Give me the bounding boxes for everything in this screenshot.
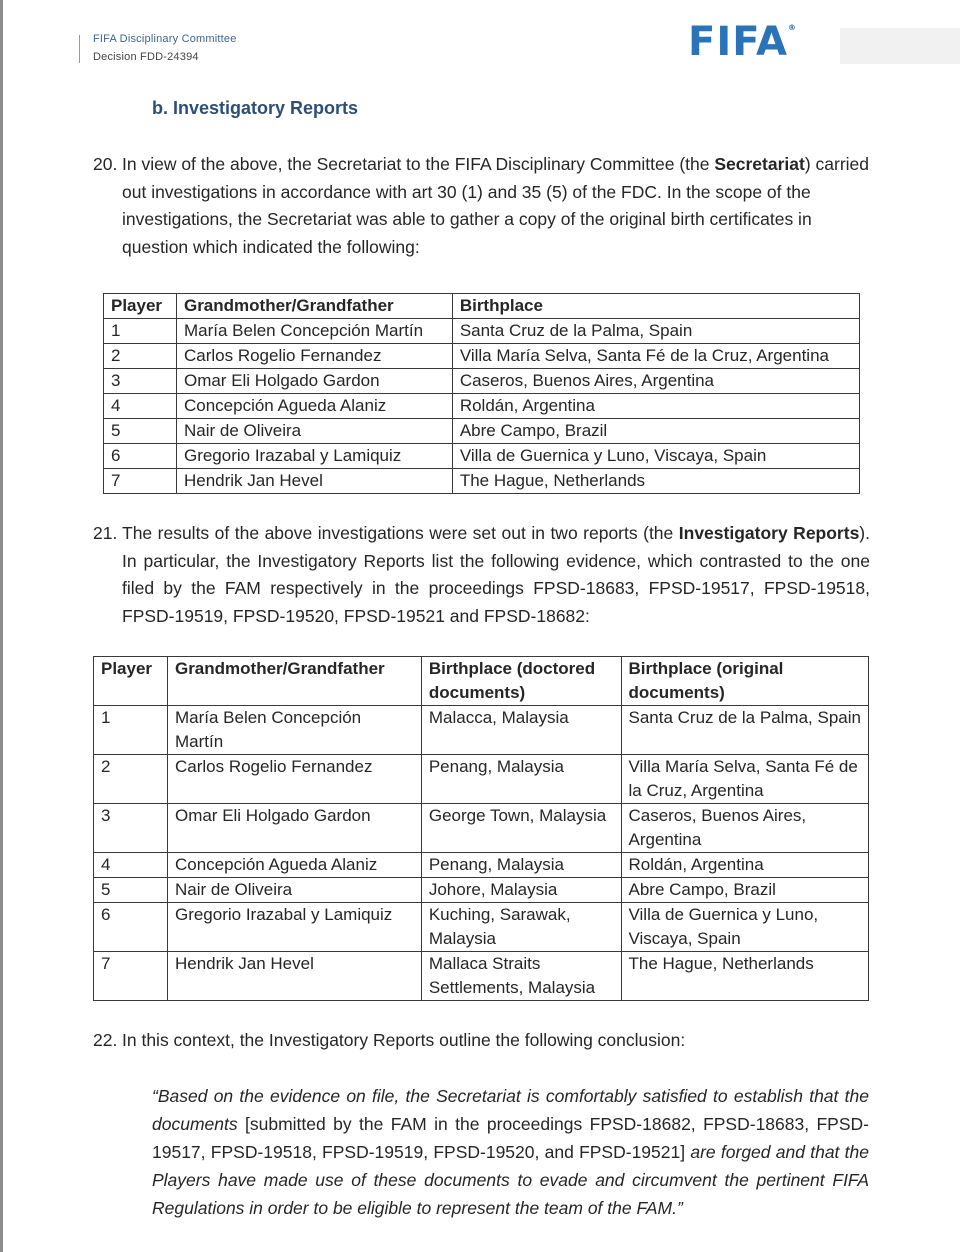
cell-player: 4 [94,853,168,878]
quote-italic-text: “Based on the evidence on file, the Secretariat is comfortably satisfied to establish that the documents [152,1086,869,1134]
registered-mark: ® [787,23,797,32]
table-row [94,903,869,952]
cell-player: 7 [104,469,177,494]
section-title: b. Investigatory Reports [152,98,359,118]
cell-grandparent: Omar Eli Holgado Gardon [176,369,452,394]
cell-grandparent: Carlos Rogelio Fernandez [167,755,421,804]
cell-birthplace: Roldán, Argentina [452,394,859,419]
cell-doctored-birthplace: Mallaca Straits Settlements, Malaysia [421,952,621,1001]
cell-grandparent: Nair de Oliveira [176,419,452,444]
paragraph-21 [93,520,870,632]
fifa-logo [688,19,797,65]
table-row [104,344,860,369]
table-row [94,706,869,755]
text-run: ) carried out investigations in accordance with art 30 (1) and 35 (5) of the FDC. In the scope of the investigations, the Secretariat was able to gather a copy of the original birth certificates in question which indicated the following: [122,154,870,258]
page-edge [0,0,3,1252]
cell-birthplace: Santa Cruz de la Palma, Spain [452,319,859,344]
table-header-row [104,294,860,319]
doctored-vs-original-table [93,656,869,1001]
column-header: Birthplace (original documents) [621,657,869,706]
table-row [94,853,869,878]
cell-birthplace: Caseros, Buenos Aires, Argentina [452,369,859,394]
table-row [104,469,860,494]
cell-grandparent: Gregorio Irazabal y Lamiquiz [167,903,421,952]
paragraph-22 [93,1027,870,1057]
cell-player: 5 [94,878,168,903]
defined-term: Investigatory Reports [678,523,860,543]
cell-grandparent: Hendrik Jan Hevel [167,952,421,1001]
cell-original-birthplace: Roldán, Argentina [621,853,869,878]
paragraph-number: 20. [93,154,118,174]
column-header: Birthplace [452,294,859,319]
text-run: ). In particular, the Investigatory Reports list the following evidence, which contrasted to the one filed by the FAM respectively in the proceedings FPSD-18683, FPSD-19517, FPSD-19518, FPSD-19519, FPSD-19520, FPSD-19521 and FPSD-18682: [122,523,870,627]
cell-grandparent: Gregorio Irazabal y Lamiquiz [176,444,452,469]
cell-original-birthplace: Santa Cruz de la Palma, Spain [621,706,869,755]
cell-grandparent: Omar Eli Holgado Gardon [167,804,421,853]
cell-original-birthplace: Villa de Guernica y Luno, Viscaya, Spain [621,903,869,952]
cell-doctored-birthplace: Kuching, Sarawak, Malaysia [421,903,621,952]
header-grey-panel [840,28,960,64]
cell-player: 4 [104,394,177,419]
committee-name: FIFA Disciplinary Committee [93,33,237,45]
cell-original-birthplace: The Hague, Netherlands [621,952,869,1001]
paragraph-number: 22. [93,1030,118,1050]
cell-doctored-birthplace: Malacca, Malaysia [421,706,621,755]
table-row [94,878,869,903]
column-header: Birthplace (doctored documents) [421,657,621,706]
cell-doctored-birthplace: Johore, Malaysia [421,878,621,903]
cell-doctored-birthplace: Penang, Malaysia [421,853,621,878]
decision-number: Decision FDD-24394 [93,51,199,63]
cell-birthplace: Abre Campo, Brazil [452,419,859,444]
quote-insertion: [submitted by the FAM in the proceedings FPSD-18682, FPSD-18683, FPSD-19517, FPSD-19518, FPSD-19519, FPSD-19520, and FPSD-19521] [152,1114,869,1162]
table-row [104,369,860,394]
birthplace-table [103,293,860,494]
cell-original-birthplace: Abre Campo, Brazil [621,878,869,903]
quote-italic-text: are forged and that the Players have made use of these documents to evade and circumvent the pertinent FIFA Regulations in order to be eligible to represent the team of the FAM.” [152,1142,870,1218]
column-header: Grandmother/Grandfather [167,657,421,706]
cell-grandparent: María Belen Concepción Martín [167,706,421,755]
cell-grandparent: María Belen Concepción Martín [176,319,452,344]
column-header: Player [94,657,168,706]
table-row [94,755,869,804]
header-divider [79,35,80,63]
paragraph-text [122,520,870,631]
cell-birthplace: Villa de Guernica y Luno, Viscaya, Spain [452,444,859,469]
cell-player: 1 [104,319,177,344]
cell-birthplace: The Hague, Netherlands [452,469,859,494]
table-row [94,952,869,1001]
cell-player: 6 [94,903,168,952]
cell-player: 2 [94,755,168,804]
table-row [104,319,860,344]
cell-birthplace: Villa María Selva, Santa Fé de la Cruz, Argentina [452,344,859,369]
paragraph-number: 21. [93,523,118,543]
paragraph-text [122,151,870,262]
table-row [94,804,869,853]
text-run: The results of the above investigations were set out in two reports (the [122,523,679,543]
cell-grandparent: Carlos Rogelio Fernandez [176,344,452,369]
cell-player: 5 [104,419,177,444]
cell-grandparent: Concepción Agueda Alaniz [176,394,452,419]
cell-doctored-birthplace: Penang, Malaysia [421,755,621,804]
cell-grandparent: Concepción Agueda Alaniz [167,853,421,878]
text-run: In view of the above, the Secretariat to the FIFA Disciplinary Committee (the [122,154,715,174]
cell-grandparent: Nair de Oliveira [167,878,421,903]
block-quote [152,1082,869,1222]
cell-doctored-birthplace: George Town, Malaysia [421,804,621,853]
fifa-logo-text: FIFA [688,19,788,65]
cell-player: 7 [94,952,168,1001]
paragraph-text: In this context, the Investigatory Reports outline the following conclusion: [122,1030,686,1050]
table-header-row [94,657,869,706]
table-row [104,444,860,469]
cell-player: 3 [94,804,168,853]
cell-original-birthplace: Caseros, Buenos Aires, Argentina [621,804,869,853]
cell-player: 3 [104,369,177,394]
cell-player: 2 [104,344,177,369]
cell-original-birthplace: Villa María Selva, Santa Fé de la Cruz, Argentina [621,755,869,804]
table-row [104,419,860,444]
column-header: Player [104,294,177,319]
column-header: Grandmother/Grandfather [176,294,452,319]
paragraph-20 [93,151,870,263]
defined-term: Secretariat [714,154,805,174]
cell-grandparent: Hendrik Jan Hevel [176,469,452,494]
table-row [104,394,860,419]
cell-player: 6 [104,444,177,469]
cell-player: 1 [94,706,168,755]
